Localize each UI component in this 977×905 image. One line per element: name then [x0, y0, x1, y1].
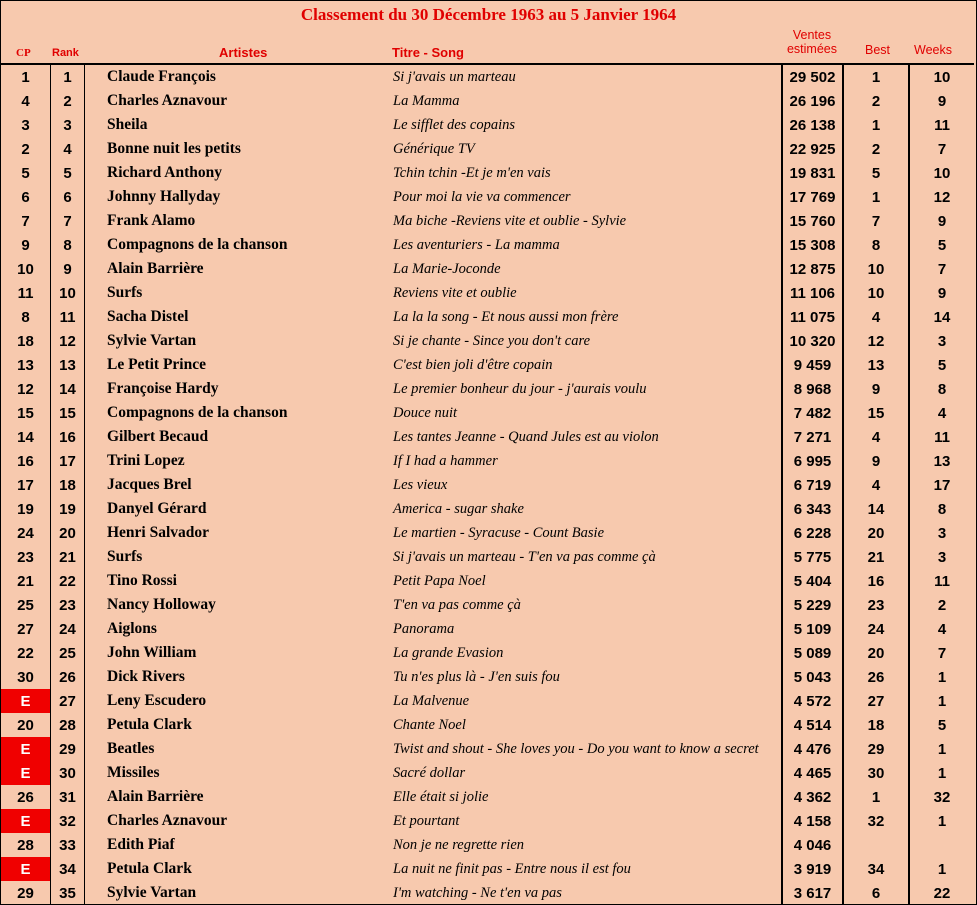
artist-cell: Beatles: [107, 740, 155, 757]
artist-cell: Nancy Holloway: [107, 596, 216, 613]
song-cell: Panorama: [389, 617, 782, 641]
song-cell: Pour moi la vie va commencer: [389, 185, 782, 209]
artist-cell: Aiglons: [107, 620, 157, 637]
header-sales-line1: Ventes: [792, 28, 832, 42]
rank-cell: 18: [51, 473, 85, 497]
table-row: [1, 665, 974, 689]
weeks-cell: 7: [937, 140, 947, 158]
artist-cell: Sylvie Vartan: [107, 332, 197, 349]
song-cell: La Malvenue: [389, 689, 782, 713]
rank-cell: 30: [51, 761, 85, 785]
cp-cell: 19: [1, 497, 51, 521]
best-cell: 20: [843, 641, 909, 665]
rank-cell: 4: [51, 137, 85, 161]
artist-cell: Tino Rossi: [107, 572, 177, 589]
rank-cell: 8: [51, 233, 85, 257]
song-cell: Le premier bonheur du jour - j'aurais voulu: [389, 377, 782, 401]
weeks-cell: 10: [909, 64, 974, 89]
sales-cell: 4 158: [782, 809, 843, 833]
rank-cell: 25: [51, 641, 85, 665]
cp-cell: 13: [1, 353, 51, 377]
weeks-cell: 3: [937, 548, 947, 566]
weeks-cell: 4: [937, 404, 947, 422]
rank-cell: 22: [51, 569, 85, 593]
cp-cell: 25: [1, 593, 51, 617]
cp-cell: 9: [1, 233, 51, 257]
artist-cell: Alain Barrière: [107, 788, 204, 805]
weeks-cell: 3: [937, 524, 947, 542]
song-cell: La Mamma: [389, 89, 782, 113]
cp-cell: 28: [1, 833, 51, 857]
sales-cell: 9 459: [782, 353, 843, 377]
sales-cell: 7 271: [782, 425, 843, 449]
header-weeks: Weeks: [914, 43, 952, 57]
best-cell: 10: [843, 257, 909, 281]
song-cell: Twist and shout - She loves you - Do you want to know a secret: [389, 737, 782, 761]
rank-cell: 14: [51, 377, 85, 401]
table-row: [1, 833, 974, 857]
cp-cell: 11: [1, 281, 51, 305]
sales-cell: 4 476: [782, 737, 843, 761]
song-cell: Non je ne regrette rien: [389, 833, 782, 857]
weeks-cell: 5: [937, 716, 947, 734]
rank-cell: 31: [51, 785, 85, 809]
best-cell: 34: [843, 857, 909, 881]
table-row: [1, 569, 974, 593]
cp-cell: 22: [1, 641, 51, 665]
artist-cell: Johnny Hallyday: [107, 188, 221, 205]
rank-cell: 23: [51, 593, 85, 617]
header-artist: Artistes: [219, 45, 268, 60]
song-cell: Douce nuit: [389, 401, 782, 425]
rank-cell: 24: [51, 617, 85, 641]
rank-cell: 1: [51, 64, 85, 89]
table-row: [1, 161, 974, 185]
sales-cell: 17 769: [782, 185, 843, 209]
best-cell: 20: [843, 521, 909, 545]
cp-cell: 30: [1, 665, 51, 689]
weeks-cell: 1: [937, 812, 947, 830]
sales-cell: 5 775: [782, 545, 843, 569]
weeks-cell: 4: [937, 620, 947, 638]
artist-cell: Henri Salvador: [107, 524, 210, 541]
best-cell: 14: [843, 497, 909, 521]
weeks-cell: 17: [933, 476, 951, 494]
cp-cell: 3: [1, 113, 51, 137]
rank-cell: 10: [51, 281, 85, 305]
sales-cell: 26 138: [782, 113, 843, 137]
rank-cell: 33: [51, 833, 85, 857]
table-row: [1, 713, 974, 737]
chart-table: [1, 63, 974, 905]
weeks-cell: 22: [933, 884, 951, 902]
cp-cell: 15: [1, 401, 51, 425]
song-cell: La Marie-Joconde: [389, 257, 782, 281]
song-cell: La la la song - Et nous aussi mon frère: [389, 305, 782, 329]
best-cell: 21: [843, 545, 909, 569]
weeks-cell: 1: [937, 692, 947, 710]
artist-cell: Surfs: [107, 548, 143, 565]
best-cell: 16: [843, 569, 909, 593]
cp-cell: 17: [1, 473, 51, 497]
cp-cell: 29: [1, 881, 51, 905]
weeks-cell: 9: [937, 284, 947, 302]
song-cell: Tu n'es plus là - J'en suis fou: [389, 665, 782, 689]
sales-cell: 8 968: [782, 377, 843, 401]
table-row: [1, 545, 974, 569]
sales-cell: 11 075: [782, 305, 843, 329]
table-row: [1, 737, 974, 761]
sales-cell: 6 995: [782, 449, 843, 473]
rank-cell: 20: [51, 521, 85, 545]
weeks-cell: [909, 833, 974, 857]
weeks-cell: 10: [933, 164, 951, 182]
weeks-cell: 7: [937, 260, 947, 278]
rank-cell: 17: [51, 449, 85, 473]
weeks-cell: 32: [933, 788, 951, 806]
artist-cell: Charles Aznavour: [107, 92, 228, 109]
artist-cell: John William: [107, 644, 197, 661]
best-cell: 4: [843, 425, 909, 449]
header-cp: CP: [16, 47, 31, 59]
sales-cell: 5 109: [782, 617, 843, 641]
weeks-cell: 11: [934, 428, 950, 446]
cp-cell: 24: [1, 521, 51, 545]
song-cell: America - sugar shake: [389, 497, 782, 521]
weeks-cell: 1: [937, 764, 947, 782]
weeks-cell: 3: [937, 332, 947, 350]
cp-cell: 14: [1, 425, 51, 449]
cp-cell: 4: [1, 89, 51, 113]
rank-cell: 6: [51, 185, 85, 209]
artist-cell: Compagnons de la chanson: [107, 404, 288, 421]
sales-cell: 6 228: [782, 521, 843, 545]
song-cell: T'en va pas comme çà: [389, 593, 782, 617]
artist-cell: Sacha Distel: [107, 308, 189, 325]
cp-cell: 8: [1, 305, 51, 329]
best-cell: [843, 833, 909, 857]
best-cell: 1: [843, 113, 909, 137]
weeks-cell: 11: [934, 572, 950, 590]
best-cell: 6: [843, 881, 909, 905]
rank-cell: 16: [51, 425, 85, 449]
artist-cell: Charles Aznavour: [107, 812, 228, 829]
best-cell: 5: [843, 161, 909, 185]
sales-cell: 4 572: [782, 689, 843, 713]
table-row: [1, 785, 974, 809]
weeks-cell: 5: [937, 356, 947, 374]
song-cell: Le martien - Syracuse - Count Basie: [389, 521, 782, 545]
sales-cell: 3 919: [782, 857, 843, 881]
rank-cell: 26: [51, 665, 85, 689]
artist-cell: Frank Alamo: [107, 212, 196, 229]
best-cell: 13: [843, 353, 909, 377]
weeks-cell: 1: [937, 668, 947, 686]
rank-cell: 19: [51, 497, 85, 521]
weeks-cell: 5: [937, 236, 947, 254]
cp-cell: 23: [1, 545, 51, 569]
table-row: [1, 689, 974, 713]
song-cell: Tchin tchin -Et je m'en vais: [389, 161, 782, 185]
table-row: [1, 185, 974, 209]
song-cell: La nuit ne finit pas - Entre nous il est fou: [389, 857, 782, 881]
artist-cell: Danyel Gérard: [107, 500, 207, 517]
header-sales-line2: estimées: [786, 42, 838, 56]
weeks-cell: 14: [933, 308, 951, 326]
weeks-cell: 2: [937, 596, 947, 614]
sales-cell: 15 308: [782, 233, 843, 257]
best-cell: 30: [843, 761, 909, 785]
song-cell: Si j'avais un marteau: [389, 64, 782, 89]
header-rank: Rank: [52, 47, 79, 59]
song-cell: Et pourtant: [389, 809, 782, 833]
sales-cell: 26 196: [782, 89, 843, 113]
artist-cell: Gilbert Becaud: [107, 428, 209, 445]
cp-cell: 18: [1, 329, 51, 353]
artist-cell: Leny Escudero: [107, 692, 207, 709]
weeks-cell: 8: [937, 500, 947, 518]
table-row: [1, 617, 974, 641]
rank-cell: 9: [51, 257, 85, 281]
best-cell: 27: [843, 689, 909, 713]
artist-cell: Sylvie Vartan: [107, 884, 197, 901]
best-cell: 2: [843, 89, 909, 113]
best-cell: 8: [843, 233, 909, 257]
artist-cell: Edith Piaf: [107, 836, 175, 853]
table-row: [1, 305, 974, 329]
weeks-cell: 7: [937, 644, 947, 662]
song-cell: I'm watching - Ne t'en va pas: [389, 881, 782, 905]
rank-cell: 35: [51, 881, 85, 905]
sales-cell: 11 106: [782, 281, 843, 305]
rank-cell: 2: [51, 89, 85, 113]
cp-cell: 10: [1, 257, 51, 281]
table-row: [1, 881, 974, 905]
table-row: [1, 233, 974, 257]
rank-cell: 32: [51, 809, 85, 833]
sales-cell: 4 514: [782, 713, 843, 737]
rank-cell: 34: [51, 857, 85, 881]
table-row: [1, 401, 974, 425]
chart-title: Classement du 30 Décembre 1963 au 5 Janvier 1964: [300, 5, 677, 24]
table-row: [1, 641, 974, 665]
table-row: [1, 449, 974, 473]
rank-cell: 7: [51, 209, 85, 233]
artist-cell: Dick Rivers: [107, 668, 185, 685]
artist-cell: Compagnons de la chanson: [107, 236, 288, 253]
weeks-cell: 12: [933, 188, 951, 206]
table-row: [1, 857, 974, 881]
chart-table-body: [1, 64, 974, 905]
best-cell: 1: [843, 785, 909, 809]
best-cell: 1: [843, 185, 909, 209]
cp-cell: 26: [1, 785, 51, 809]
new-entry-badge: E: [1, 809, 51, 833]
weeks-cell: 13: [933, 452, 951, 470]
table-row: [1, 113, 974, 137]
new-entry-badge: E: [1, 737, 51, 761]
cp-cell: 12: [1, 377, 51, 401]
best-cell: 9: [843, 377, 909, 401]
sales-cell: 5 404: [782, 569, 843, 593]
sales-cell: 19 831: [782, 161, 843, 185]
best-cell: 9: [843, 449, 909, 473]
best-cell: 1: [843, 64, 909, 89]
sales-cell: 5 043: [782, 665, 843, 689]
artist-cell: Françoise Hardy: [107, 380, 219, 397]
table-row: [1, 64, 974, 89]
best-cell: 7: [843, 209, 909, 233]
header-best: Best: [865, 43, 891, 57]
weeks-cell: 1: [937, 740, 947, 758]
weeks-cell: 1: [937, 860, 947, 878]
song-cell: Générique TV: [389, 137, 782, 161]
sales-cell: 29 502: [782, 64, 843, 89]
cp-cell: 16: [1, 449, 51, 473]
artist-cell: Le Petit Prince: [107, 356, 206, 373]
rank-cell: 11: [51, 305, 85, 329]
rank-cell: 5: [51, 161, 85, 185]
artist-cell: Petula Clark: [107, 860, 192, 877]
best-cell: 15: [843, 401, 909, 425]
cp-cell: 21: [1, 569, 51, 593]
sales-cell: 10 320: [782, 329, 843, 353]
header-song: Titre - Song: [392, 45, 464, 60]
best-cell: 26: [843, 665, 909, 689]
best-cell: 12: [843, 329, 909, 353]
artist-cell: Trini Lopez: [107, 452, 185, 469]
sales-cell: 5 089: [782, 641, 843, 665]
sales-cell: 7 482: [782, 401, 843, 425]
new-entry-badge: E: [1, 689, 51, 713]
sales-cell: 4 465: [782, 761, 843, 785]
artist-cell: Sheila: [107, 116, 148, 133]
song-cell: Les vieux: [389, 473, 782, 497]
table-row: [1, 497, 974, 521]
song-cell: Si j'avais un marteau - T'en va pas comme çà: [389, 545, 782, 569]
table-row: [1, 593, 974, 617]
song-cell: Les tantes Jeanne - Quand Jules est au violon: [389, 425, 782, 449]
artist-cell: Richard Anthony: [107, 164, 222, 181]
song-cell: Sacré dollar: [389, 761, 782, 785]
rank-cell: 29: [51, 737, 85, 761]
weeks-cell: 9: [937, 212, 947, 230]
sales-cell: 4 046: [782, 833, 843, 857]
best-cell: 32: [843, 809, 909, 833]
table-row: [1, 137, 974, 161]
artist-cell: Bonne nuit les petits: [107, 140, 241, 157]
table-row: [1, 425, 974, 449]
rank-cell: 21: [51, 545, 85, 569]
song-cell: Reviens vite et oublie: [389, 281, 782, 305]
song-cell: Si je chante - Since you don't care: [389, 329, 782, 353]
sales-cell: 5 229: [782, 593, 843, 617]
artist-cell: Missiles: [107, 764, 160, 781]
best-cell: 29: [843, 737, 909, 761]
artist-cell: Claude François: [85, 64, 390, 89]
table-row: [1, 353, 974, 377]
weeks-cell: 8: [937, 380, 947, 398]
weeks-cell: 9: [937, 92, 947, 110]
cp-cell: 27: [1, 617, 51, 641]
best-cell: 23: [843, 593, 909, 617]
artist-cell: Alain Barrière: [107, 260, 204, 277]
song-cell: Le sifflet des copains: [389, 113, 782, 137]
sales-cell: 3 617: [782, 881, 843, 905]
cp-cell: 2: [1, 137, 51, 161]
rank-cell: 15: [51, 401, 85, 425]
sales-cell: 22 925: [782, 137, 843, 161]
table-row: [1, 257, 974, 281]
song-cell: Ma biche -Reviens vite et oublie - Sylvie: [389, 209, 782, 233]
table-row: [1, 329, 974, 353]
table-row: [1, 521, 974, 545]
table-row: [1, 89, 974, 113]
sales-cell: 15 760: [782, 209, 843, 233]
artist-cell: Jacques Brel: [107, 476, 192, 493]
weeks-cell: 11: [934, 116, 950, 134]
table-row: [1, 809, 974, 833]
best-cell: 2: [843, 137, 909, 161]
best-cell: 4: [843, 305, 909, 329]
rank-cell: 28: [51, 713, 85, 737]
artist-cell: Petula Clark: [107, 716, 192, 733]
new-entry-badge: E: [1, 857, 51, 881]
sales-cell: 4 362: [782, 785, 843, 809]
song-cell: If I had a hammer: [389, 449, 782, 473]
song-cell: Les aventuriers - La mamma: [389, 233, 782, 257]
song-cell: Petit Papa Noel: [389, 569, 782, 593]
table-row: [1, 209, 974, 233]
best-cell: 10: [843, 281, 909, 305]
table-row: [1, 473, 974, 497]
rank-cell: 27: [51, 689, 85, 713]
best-cell: 4: [843, 473, 909, 497]
rank-cell: 12: [51, 329, 85, 353]
cp-cell: 1: [1, 64, 51, 89]
sales-cell: 6 719: [782, 473, 843, 497]
song-cell: C'est bien joli d'être copain: [389, 353, 782, 377]
song-cell: Chante Noel: [389, 713, 782, 737]
best-cell: 18: [843, 713, 909, 737]
table-row: [1, 761, 974, 785]
table-row: [1, 377, 974, 401]
cp-cell: 5: [1, 161, 51, 185]
header-sales: [782, 28, 842, 56]
table-row: [1, 281, 974, 305]
cp-cell: 7: [1, 209, 51, 233]
sales-cell: 12 875: [782, 257, 843, 281]
cp-cell: 20: [1, 713, 51, 737]
best-cell: 24: [843, 617, 909, 641]
cp-cell: 6: [1, 185, 51, 209]
rank-cell: 3: [51, 113, 85, 137]
song-cell: Elle était si jolie: [389, 785, 782, 809]
sales-cell: 6 343: [782, 497, 843, 521]
new-entry-badge: E: [1, 761, 51, 785]
artist-cell: Surfs: [107, 284, 143, 301]
rank-cell: 13: [51, 353, 85, 377]
song-cell: La grande Evasion: [389, 641, 782, 665]
